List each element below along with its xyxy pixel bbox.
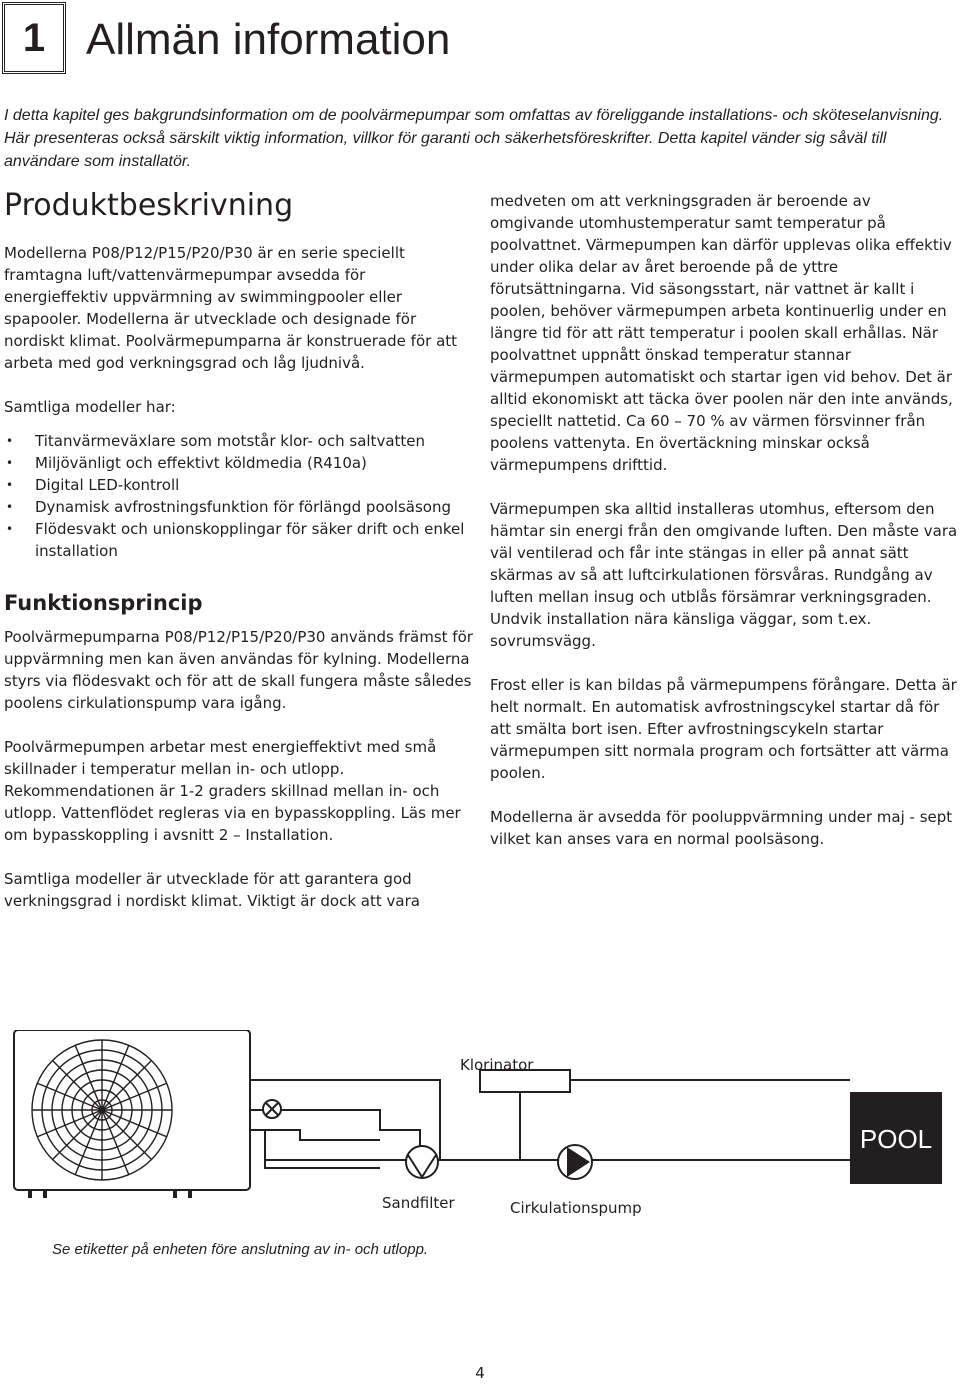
pipe-lines bbox=[250, 1080, 850, 1168]
paragraph: Modellerna P08/P12/P15/P20/P30 är en serie speciellt framtagna luft/vattenvärmepumpar avsedda för energieffektiv uppvärmning av swimmingpooler eller spapooler. Modellerna är utvecklade och designade för nordiskt klimat. Poolvärmepumparna är konstruerade för att arbeta med god verkningsgrad och låg ljudnivå. bbox=[4, 244, 458, 372]
heat-pump-unit-icon bbox=[14, 1030, 250, 1198]
paragraph: medveten om att verkningsgraden är beroende av omgivande utomhustemperatur samt temperatur på poolvattnet. Värmepumpen kan därför upplevas olika effektiv under olika delar av året beroende på de yttre förutsättningarna. Vid säsongsstart, när vattnet är kallt i poolen, behöver värmepumpen arbeta kontinuerlig under en längre tid för att rätt temperatur i poolen skall erhållas. När poolvattnet uppnått önskad temperatur stannar värmepumpen automatiskt och startar igen vid behov. Det är alltid ekonomiskt att täcka över poolen när den inte används, speciellt nattetid. Ca 60 – 70 % av värmen försvinner från poolens vattenyta. En övertäckning minskar också värmepumpens drifttid. bbox=[490, 192, 953, 474]
paragraph: Värmepumpen ska alltid installeras utomhus, eftersom den hämtar sin energi från den omgivande luften. Den måste vara väl ventilerad och får inte stängas in eller på annat sätt skärmas av så att luftcirkulationen försvåras. Rundgång av luften mellan insug och utblås försämrar verkningsgraden. Undvik installation nära känsliga väggar, som t.ex. sovrumsvägg. bbox=[490, 500, 958, 650]
page-number: 4 bbox=[475, 1364, 485, 1382]
list-item: • Titanvärmeväxlare som motstår klor- och saltvatten bbox=[4, 430, 474, 452]
paragraph: Poolvärmepumparna P08/P12/P15/P20/P30 används främst för uppvärmning men kan även användas för kylning. Modellerna styrs via flödesvakt och för att de skall fungera måste således poolens cirkulationspump vara igång. bbox=[4, 628, 473, 712]
chapter-number-box bbox=[2, 2, 66, 74]
paragraph: Poolvärmepumpen arbetar mest energieffektivt med små skillnader i temperatur mellan in- och utlopp. Rekommendationen är 1-2 graders skillnad mellan in- och utlopp. Vattenflödet regleras via en bypasskoppling. Läs mer om bypasskoppling i avsnitt 2 – Installation. bbox=[4, 738, 461, 844]
sandfilter-label: Sandfilter bbox=[382, 1194, 455, 1212]
paragraph: Modellerna är avsedda för pooluppvärmning under maj - sept vilket kan anses vara en normal poolsäsong. bbox=[490, 808, 953, 848]
intro-paragraph: I detta kapitel ges bakgrundsinformation om de poolvärmepumpar som omfattas av föreliggande installations- och sköteselanvisning. Här presenteras också särskilt viktig information, villkor för garanti och säkerhetsföreskrifter. Detta kapitel vänder sig såväl till användare som installatör. bbox=[4, 107, 944, 170]
list-item: • Flödesvakt och unionskopplingar för säker drift och enkel installation bbox=[4, 518, 474, 562]
pool-label: POOL bbox=[859, 1124, 933, 1154]
chapter-number: 1 bbox=[22, 15, 46, 60]
circulation-pump-label: Cirkulationspump bbox=[510, 1199, 642, 1217]
list-item: • Miljövänligt och effektivt köldmedia (R410a) bbox=[4, 452, 474, 474]
left-column bbox=[4, 186, 474, 934]
fan-grille-icon bbox=[32, 1040, 172, 1180]
paragraph: Samtliga modeller har: bbox=[4, 398, 176, 416]
feature-list bbox=[4, 430, 474, 562]
list-item: • Digital LED-kontroll bbox=[4, 474, 474, 496]
chlorinator-label: Klorinator bbox=[460, 1056, 534, 1074]
valve-icon bbox=[263, 1100, 281, 1118]
installation-diagram bbox=[0, 1030, 960, 1270]
sandfilter-icon bbox=[406, 1146, 438, 1178]
circulation-pump-icon bbox=[558, 1145, 592, 1179]
right-column bbox=[490, 190, 958, 872]
pool-icon bbox=[850, 1092, 942, 1184]
paragraph: Samtliga modeller är utvecklade för att garantera god verkningsgrad i nordiskt klimat. Viktigt är dock att vara bbox=[4, 870, 420, 910]
chapter-title: Allmän information bbox=[86, 15, 451, 64]
heading-funktionsprincip: Funktionsprincip bbox=[4, 591, 203, 615]
figure-caption: Se etiketter på enheten före anslutning av in- och utlopp. bbox=[52, 1241, 429, 1258]
paragraph: Frost eller is kan bildas på värmepumpens förångare. Detta är helt normalt. En automatisk avfrostningscykel startar då för att smälta bort isen. Efter avfrostningscykeln startar värmepumpen sitt normala program och fortsätter att värma poolen. bbox=[490, 676, 957, 782]
heading-produktbeskrivning: Produktbeskrivning bbox=[4, 188, 294, 223]
list-item: • Dynamisk avfrostningsfunktion för förlängd poolsäsong bbox=[4, 496, 474, 518]
